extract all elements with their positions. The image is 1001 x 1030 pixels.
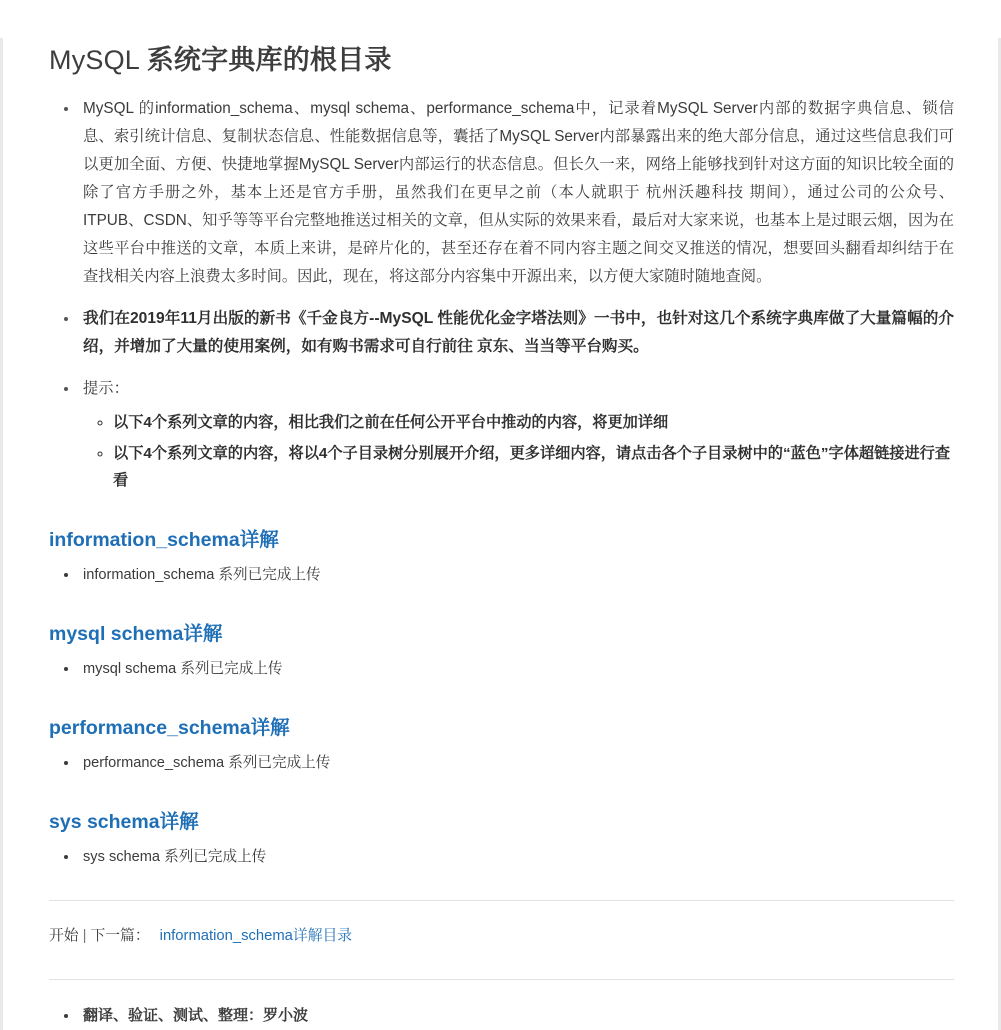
intro-paragraph-2: • 我们在2019年11月出版的新书《千金良方--MySQL 性能优化金字塔法则》一书中，也针对这几个系统字典库做了大量篇幅的介绍，并增加了大量的使用案例，如有购书需求可自行前往 京东、当当等平台购买。 — [83, 310, 954, 355]
list-item — [79, 305, 954, 361]
list-item: ◦ 以下4个系列文章的内容，相比我们之前在任何公开平台中推动的内容，将更加详细 — [113, 409, 954, 436]
section-link-mysql-schema[interactable]: mysql schema详解 — [49, 623, 223, 645]
credits-list — [49, 1002, 954, 1030]
list-item — [79, 375, 954, 494]
section-list-performance-schema — [49, 750, 954, 776]
section-list-mysql-schema — [49, 656, 954, 682]
tip-label: • 提示： — [83, 380, 129, 397]
list-item: • mysql schema 系列已完成上传 — [79, 656, 954, 682]
section-heading-sys-schema[interactable] — [49, 806, 954, 834]
section-heading-performance-schema[interactable] — [49, 712, 954, 740]
list-item: • sys schema 系列已完成上传 — [79, 844, 954, 870]
tip-list — [83, 409, 954, 494]
intro-list — [49, 95, 954, 494]
nav-next-label: 下一篇： — [90, 928, 150, 944]
page-title-cjk: 系统字典库的根目录 — [146, 45, 392, 75]
list-item: • performance_schema 系列已完成上传 — [79, 750, 954, 776]
section-link-information-schema[interactable]: information_schema详解 — [49, 529, 279, 551]
page-title-latin: MySQL — [49, 45, 147, 75]
section-list-information-schema — [49, 562, 954, 588]
intro-paragraph-1: • MySQL 的information_schema、mysql schema、performance_schema中，记录着MySQL Server内部的数据字典信息、锁信息、索引统计信息、复制状态信息、性能数据信息等，囊括了MySQL Server内部暴露出来的绝大部分信息，通过这些信息我们可以更加全面、方便、快捷地掌握MySQL Server内部运行的状态信息。但长久一来，网络上能够找到针对这方面的知识比较全面的除了官方手册之外，基本上还是官方手册，虽然我们在更早之前（本人就职于 杭州沃趣科技 期间），通过公司的公众号、ITPUB、CSDN、知乎等等平台完整地推送过相关的文章，但从实际的效果来看，最后对大家来说，也基本上是过眼云烟，因为在这些平台中推送的文章，本质上来讲，是碎片化的，甚至还存在着不同内容主题之间交叉推送的情况，想要回头翻看却纠结于在查找相关内容上浪费太多时间。因此，现在，将这部分内容集中开源出来，以方便大家随时随地查阅。 — [83, 100, 954, 285]
credits-block — [49, 980, 954, 1030]
section-heading-information-schema[interactable] — [49, 524, 954, 552]
nav-separator: | — [82, 928, 87, 944]
list-item: • 翻译、验证、测试、整理：罗小波 — [79, 1002, 954, 1030]
list-item: • information_schema 系列已完成上传 — [79, 562, 954, 588]
section-link-sys-schema[interactable]: sys schema详解 — [49, 811, 199, 833]
nav-next-link[interactable]: information_schema详解目录 — [159, 928, 353, 944]
navigation-line — [49, 901, 954, 949]
document-page — [0, 38, 1001, 1030]
section-list-sys-schema — [49, 844, 954, 870]
list-item: ◦ 以下4个系列文章的内容，将以4个子目录树分别展开介绍，更多详细内容，请点击各个子目录树中的“蓝色”字体超链接进行查看 — [113, 440, 954, 494]
page-title — [49, 38, 954, 77]
section-link-performance-schema[interactable]: performance_schema详解 — [49, 717, 290, 739]
nav-start-label: 开始 — [49, 928, 79, 944]
section-heading-mysql-schema[interactable] — [49, 618, 954, 646]
list-item — [79, 95, 954, 291]
